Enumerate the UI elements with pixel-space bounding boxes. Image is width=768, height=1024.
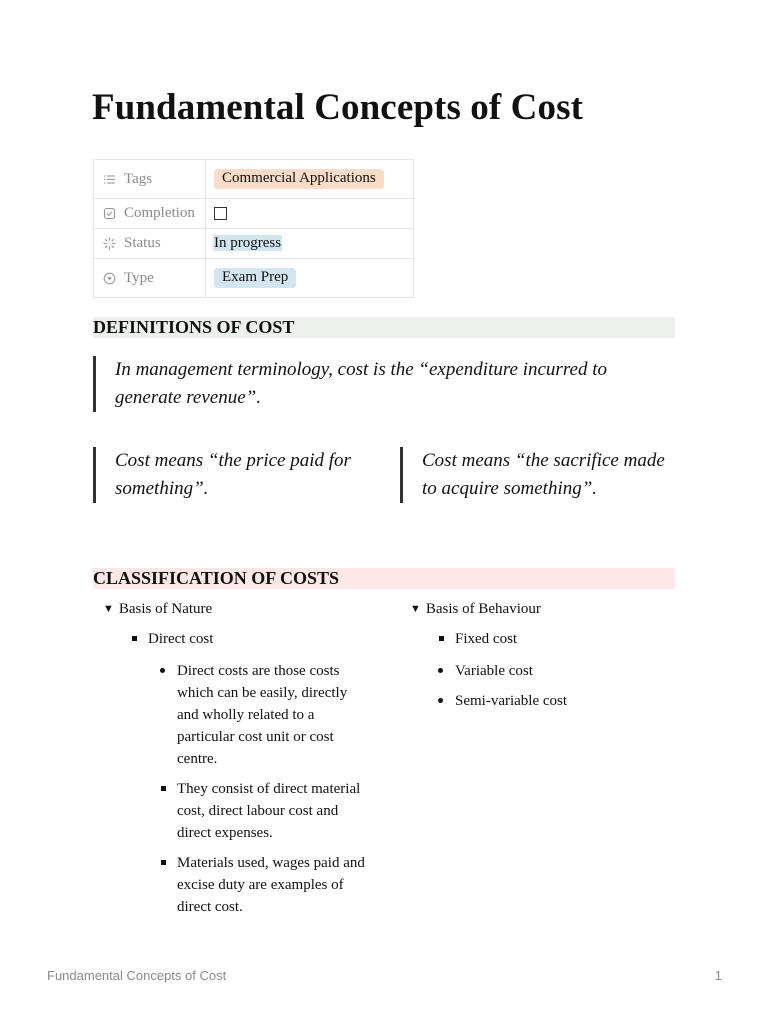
- status-spinner-icon: [103, 237, 116, 250]
- quote-right: Cost means “the sacrifice made to acquire something”.: [400, 447, 680, 503]
- toggle-label: Basis of Nature: [118, 601, 213, 617]
- quote-main: In management terminology, cost is the “expenditure incurred to generate revenue”.: [93, 356, 655, 412]
- property-label-tags: Tags: [124, 170, 153, 187]
- triangle-down-icon[interactable]: ▼: [103, 603, 114, 615]
- property-label-type: Type: [124, 269, 154, 286]
- list-item-semi-variable-cost: Semi-variable cost: [455, 690, 567, 712]
- toggle-label: Basis of Behaviour: [425, 601, 541, 617]
- page-title: Fundamental Concepts of Cost: [92, 87, 584, 128]
- status-value[interactable]: In progress: [214, 235, 282, 251]
- list-item: They consist of direct material cost, direct labour cost and direct expenses.: [177, 778, 372, 844]
- triangle-down-icon[interactable]: ▼: [410, 603, 421, 615]
- tag-chip[interactable]: Commercial Applications: [214, 169, 384, 189]
- select-icon: [103, 272, 116, 285]
- property-label-status: Status: [124, 235, 161, 251]
- list-item-fixed-cost: Fixed cost: [455, 628, 517, 650]
- property-label-completion: Completion: [124, 205, 195, 221]
- property-row-type: [94, 259, 414, 298]
- classification-heading: CLASSIFICATION OF COSTS: [93, 568, 675, 589]
- list-item: Materials used, wages paid and excise duty are examples of direct cost.: [177, 852, 372, 918]
- checkbox-icon: [103, 207, 116, 220]
- toggle-basis-of-nature[interactable]: [103, 598, 212, 620]
- toggle-basis-of-behaviour[interactable]: [410, 598, 541, 620]
- quote-left: Cost means “the price paid for something”.: [93, 447, 383, 503]
- property-row-completion: [94, 199, 414, 229]
- list-item-variable-cost: Variable cost: [455, 660, 533, 682]
- footer-title: Fundamental Concepts of Cost: [47, 968, 227, 983]
- footer-page-number: 1: [714, 968, 722, 983]
- property-row-tags: [94, 160, 414, 199]
- list-item: Direct costs are those costs which can be easily, directly and wholly related to a particular cost unit or cost centre.: [177, 660, 372, 770]
- type-chip[interactable]: Exam Prep: [214, 268, 296, 288]
- properties-table: [93, 159, 414, 298]
- definitions-heading: DEFINITIONS OF COST: [93, 317, 675, 338]
- completion-checkbox[interactable]: [214, 207, 227, 220]
- property-row-status: [94, 229, 414, 259]
- list-item-direct-cost: Direct cost: [148, 628, 213, 650]
- list-icon: [103, 173, 116, 186]
